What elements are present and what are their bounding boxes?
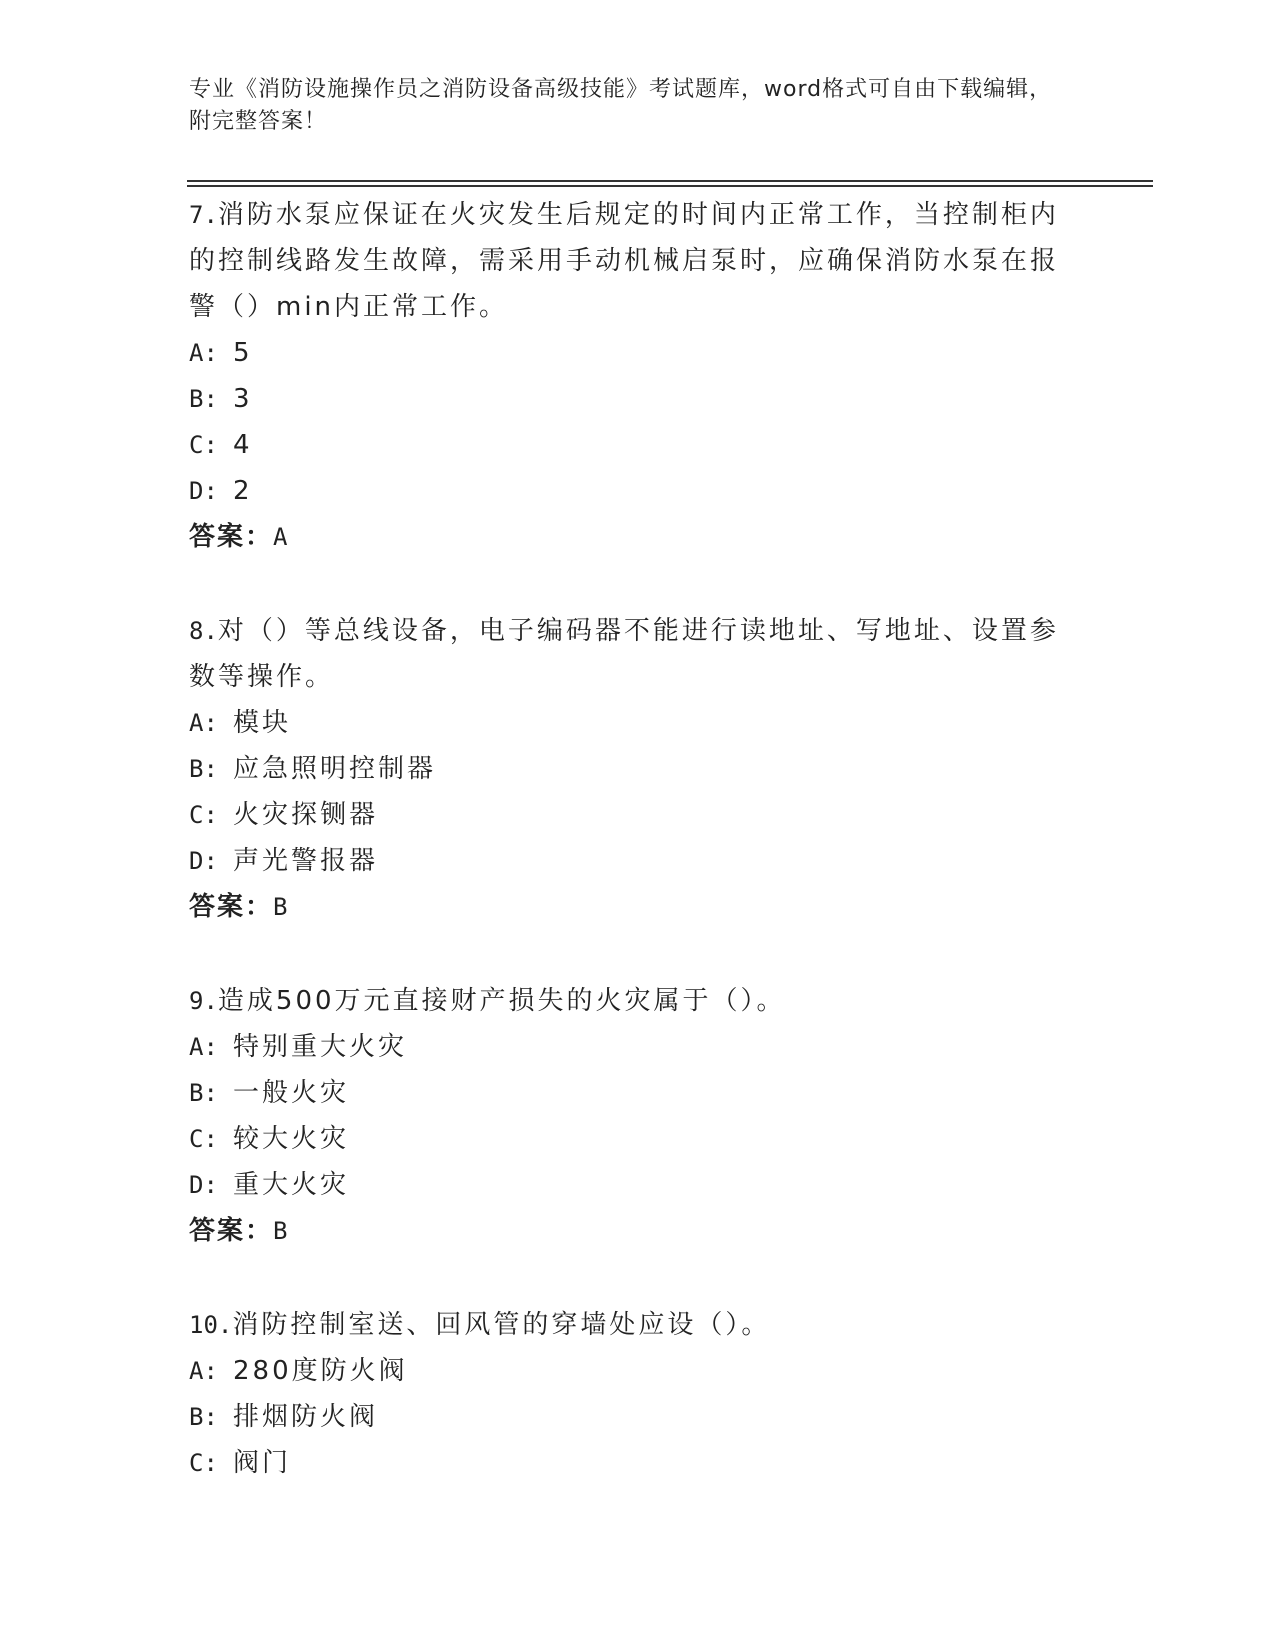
option-key: D:	[189, 477, 218, 505]
question-text	[189, 608, 1079, 700]
option-value: 阀门	[233, 1448, 292, 1478]
option-key: A:	[189, 339, 218, 367]
question-stem: 消防水泵应保证在火灾发生后规定的时间内正常工作，当控制柜内的控制线路发生故障，需采用手动机械启泵时，应确保消防水泵在报警（）min内正常工作。	[189, 200, 1060, 322]
option-key: D:	[189, 1171, 218, 1199]
option-key: B:	[189, 385, 218, 413]
header-divider-bottom	[187, 185, 1153, 187]
option-value: 模块	[233, 708, 292, 738]
option-value: 较大火灾	[233, 1124, 350, 1154]
question-7	[189, 192, 1079, 560]
option-value: 280度防火阀	[233, 1356, 408, 1386]
option-d	[189, 1162, 1079, 1208]
option-b	[189, 1394, 1079, 1440]
document-header: 专业《消防设施操作员之消防设备高级技能》考试题库，word格式可自由下载编辑，附完整答案！	[189, 77, 1053, 134]
answer-line	[189, 514, 1079, 560]
option-value: 排烟防火阀	[233, 1402, 379, 1432]
question-spacer	[189, 1254, 1079, 1302]
option-value: 2	[233, 476, 253, 506]
question-list	[189, 192, 1079, 1486]
option-key: C:	[189, 431, 218, 459]
option-c	[189, 792, 1079, 838]
option-value: 特别重大火灾	[233, 1032, 408, 1062]
question-text	[189, 978, 1079, 1024]
option-value: 重大火灾	[233, 1170, 350, 1200]
option-a	[189, 1348, 1079, 1394]
option-value: 应急照明控制器	[233, 754, 437, 784]
option-d	[189, 468, 1079, 514]
option-b	[189, 746, 1079, 792]
option-value: 4	[233, 430, 253, 460]
question-number: 8.	[189, 617, 218, 645]
answer-label: 答案：	[189, 892, 274, 922]
question-stem: 造成500万元直接财产损失的火灾属于（）。	[217, 986, 786, 1016]
option-key: A:	[189, 709, 218, 737]
question-text	[189, 192, 1079, 330]
answer-line	[189, 884, 1079, 930]
option-a	[189, 700, 1079, 746]
option-key: C:	[189, 801, 218, 829]
question-stem: 消防控制室送、回风管的穿墙处应设（）。	[232, 1310, 771, 1340]
option-value: 3	[233, 384, 253, 414]
option-key: C:	[189, 1449, 218, 1477]
option-c	[189, 1440, 1079, 1486]
question-spacer	[189, 560, 1079, 608]
option-b	[189, 1070, 1079, 1116]
question-9	[189, 978, 1079, 1254]
question-spacer	[189, 930, 1079, 978]
answer-value: A	[273, 523, 290, 551]
option-d	[189, 838, 1079, 884]
option-key: B:	[189, 1403, 218, 1431]
question-number: 9.	[189, 987, 218, 1015]
question-text	[189, 1302, 1079, 1348]
option-value: 火灾探铡器	[233, 800, 379, 830]
question-number: 7.	[189, 201, 218, 229]
option-b	[189, 376, 1079, 422]
answer-line	[189, 1208, 1079, 1254]
option-key: D:	[189, 847, 218, 875]
answer-value: B	[273, 893, 290, 921]
header-divider-top	[187, 180, 1153, 182]
option-key: B:	[189, 1079, 218, 1107]
option-key: B:	[189, 755, 218, 783]
option-key: A:	[189, 1033, 218, 1061]
answer-label: 答案：	[189, 522, 274, 552]
question-number: 10.	[189, 1311, 233, 1339]
option-value: 声光警报器	[233, 846, 379, 876]
option-key: C:	[189, 1125, 218, 1153]
question-8	[189, 608, 1079, 930]
option-a	[189, 330, 1079, 376]
answer-value: B	[273, 1217, 290, 1245]
option-key: A:	[189, 1357, 218, 1385]
option-value: 5	[233, 338, 253, 368]
option-c	[189, 1116, 1079, 1162]
question-10	[189, 1302, 1079, 1486]
option-c	[189, 422, 1079, 468]
answer-label: 答案：	[189, 1216, 274, 1246]
option-value: 一般火灾	[233, 1078, 350, 1108]
option-a	[189, 1024, 1079, 1070]
question-stem: 对（）等总线设备，电子编码器不能进行读地址、写地址、设置参数等操作。	[189, 616, 1059, 692]
